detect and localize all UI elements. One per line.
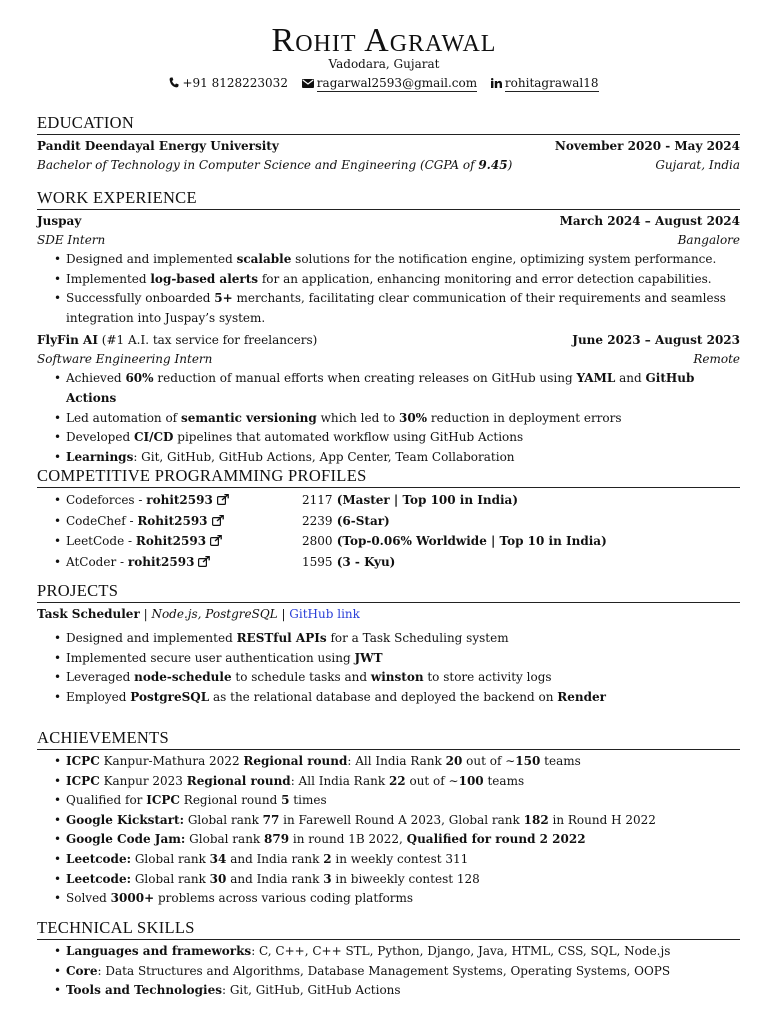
- achievements-section: [37, 728, 740, 909]
- job-list: [37, 212, 740, 467]
- job-company-wrap: [37, 212, 81, 231]
- text-run: : Git, GitHub, GitHub Actions, App Center, Team Collaboration: [133, 449, 515, 464]
- bold-text: 3: [323, 871, 332, 886]
- section-title: TECHNICAL SKILLS: [37, 918, 740, 940]
- cp-profile-item: [66, 553, 740, 574]
- bold-text: node-schedule: [134, 670, 232, 685]
- text-run: in weekly contest 311: [331, 851, 469, 866]
- cp-profile-item: [66, 512, 740, 533]
- education-dates: November 2020 - May 2024: [554, 139, 740, 153]
- project-separator-2: |: [277, 607, 290, 621]
- section-title: COMPETITIVE PROGRAMMING PROFILES: [37, 466, 740, 488]
- text-run: in Farewell Round A 2023, Global rank: [279, 812, 524, 827]
- achievement-item: [66, 870, 740, 890]
- bold-text: Leetcode:: [66, 851, 132, 866]
- bold-text: Tools and Technologies: [66, 983, 222, 998]
- bold-text: RESTful APIs: [236, 631, 327, 645]
- cp-rating-cell: [302, 512, 390, 533]
- bold-text: 34: [209, 851, 227, 866]
- text-run: Implemented secure user authentication using: [66, 650, 355, 665]
- cp-rating-cell: [302, 532, 607, 553]
- cp-handle-link[interactable]: Rohit2593: [135, 534, 207, 549]
- text-run: as the relational database and deployed the backend on: [209, 689, 558, 704]
- text-run: in round 1B 2022,: [289, 832, 407, 847]
- education-header-row: [37, 137, 740, 156]
- candidate-location: Vadodara, Gujarat: [328, 57, 440, 71]
- degree: [37, 156, 512, 175]
- school-name: Pandit Deendayal Energy University: [37, 139, 279, 153]
- skills-section: [37, 918, 740, 1001]
- job-header-row: [37, 212, 740, 231]
- bold-text: 20: [445, 754, 463, 768]
- projects-section: [37, 581, 740, 707]
- job-role-row: [37, 350, 740, 369]
- job-bullet: [66, 448, 740, 468]
- education-detail-row: [37, 156, 740, 175]
- skill-item: [66, 962, 740, 982]
- achievement-item: [66, 772, 740, 792]
- text-run: Kanpur 2023: [99, 773, 187, 788]
- bold-text: 77: [262, 812, 280, 827]
- cp-rating: 2239: [302, 513, 333, 528]
- bold-text: 2: [323, 851, 332, 866]
- cp-rating: 1595: [302, 554, 333, 569]
- cp-profile-row: [66, 491, 740, 512]
- text-run: times: [289, 793, 327, 808]
- cp-site: LeetCode -: [66, 534, 136, 549]
- bold-text: Render: [557, 689, 606, 704]
- external-link-icon[interactable]: [210, 533, 222, 553]
- section-title: ACHIEVEMENTS: [37, 728, 740, 750]
- skill-item: [66, 981, 740, 1001]
- text-run: : Data Structures and Algorithms, Database Management Systems, Operating Systems, OOPS: [97, 963, 671, 978]
- external-link-icon[interactable]: [212, 513, 224, 533]
- bold-text: Regional round: [186, 773, 291, 788]
- text-run: Implemented: [66, 271, 151, 286]
- degree-text: Bachelor of Technology in Computer Science and Engineering (CGPA of: [37, 158, 479, 172]
- project-bullet: [66, 688, 740, 708]
- external-link-icon[interactable]: [217, 492, 229, 512]
- bold-text: PostgreSQL: [130, 689, 210, 704]
- cp-detail: [333, 534, 607, 548]
- achievement-list: [37, 752, 740, 909]
- cp-site: Codeforces -: [66, 493, 147, 507]
- text-run: : C, C++, C++ STL, Python, Django, Java, HTML, CSS, SQL, Node.js: [251, 944, 671, 958]
- job-place: Bangalore: [677, 233, 740, 247]
- text-run: which led to: [316, 410, 399, 425]
- text-run: teams: [483, 773, 525, 788]
- bold-text: YAML: [576, 371, 616, 386]
- bold-text: Learnings: [66, 449, 134, 464]
- bold-text: 5+: [214, 291, 233, 306]
- job-bullet: [66, 409, 740, 429]
- linkedin-contact[interactable]: [491, 76, 599, 90]
- text-run: Solved: [66, 891, 111, 906]
- bold-text: Regional round: [243, 754, 348, 768]
- bold-text: scalable: [236, 252, 292, 266]
- skill-item: [66, 942, 740, 962]
- degree-suffix: ): [507, 158, 513, 172]
- text-run: Led automation of: [66, 410, 181, 425]
- cp-handle-link[interactable]: rohit2593: [127, 554, 195, 569]
- job-bullets: [37, 369, 740, 467]
- job-bullet: [66, 250, 740, 270]
- text-run: reduction of manual efforts when creating releases on GitHub using: [153, 371, 577, 386]
- text-run: to schedule tasks and: [231, 670, 371, 685]
- text-run: and India rank: [226, 851, 324, 866]
- section-title: WORK EXPERIENCE: [37, 188, 740, 210]
- bold-text: 60%: [125, 371, 154, 386]
- cp-site: CodeChef -: [66, 513, 138, 528]
- education-section: [37, 113, 740, 175]
- bold-text: 879: [264, 832, 290, 847]
- cp-handle-link[interactable]: Rohit2593: [137, 513, 208, 528]
- phone-icon: [169, 77, 179, 88]
- project-header: [37, 605, 740, 624]
- text-run: teams: [540, 754, 581, 768]
- cp-detail: [333, 493, 518, 507]
- text-run: Global rank: [185, 832, 265, 847]
- text-run: in Round H 2022: [548, 812, 656, 827]
- bold-text: 5: [281, 793, 290, 808]
- email-contact[interactable]: [302, 76, 477, 90]
- bold-text: ICPC: [146, 793, 180, 808]
- candidate-name: Rohit Agrawal: [271, 22, 497, 59]
- cp-profile-row: [66, 512, 740, 533]
- cp-section: [37, 466, 740, 573]
- bold-text: (Top-0.06% Worldwide | Top 10 in India): [332, 534, 607, 549]
- text-run: Designed and implemented: [66, 631, 237, 645]
- text-run: Leveraged: [66, 670, 135, 685]
- bold-text: JWT: [354, 650, 383, 665]
- job-bullets: [37, 250, 740, 328]
- text-run: problems across various coding platforms: [154, 891, 414, 906]
- envelope-icon: [302, 79, 314, 88]
- job-role-row: [37, 231, 740, 250]
- work-section: [37, 188, 740, 467]
- cp-detail: [333, 514, 390, 528]
- bold-text: 30: [209, 871, 227, 886]
- project-bullets: [37, 629, 740, 707]
- text-run: for a Task Scheduling system: [326, 631, 509, 645]
- text-run: reduction in deployment errors: [427, 410, 622, 425]
- cp-handle-link[interactable]: rohit2593: [146, 493, 213, 507]
- achievement-item: [66, 752, 740, 772]
- cp-rating: 2800: [302, 534, 333, 549]
- project-bullet: [66, 629, 740, 649]
- bold-text: CI/CD: [133, 430, 174, 445]
- bold-text: (3 - Kyu): [332, 554, 396, 569]
- text-run: Successfully onboarded: [66, 291, 215, 306]
- contact-bar: [0, 76, 768, 90]
- bold-text: 150: [515, 754, 541, 768]
- job-dates: June 2023 – August 2023: [572, 333, 740, 348]
- bold-text: Core: [66, 963, 98, 978]
- github-link[interactable]: GitHub link: [289, 607, 360, 621]
- external-link-icon[interactable]: [198, 554, 210, 574]
- job-bullet: [66, 289, 740, 328]
- text-run: Achieved: [66, 371, 126, 386]
- linkedin-link[interactable]: rohitagrawal18: [504, 76, 599, 90]
- cp-detail: [333, 555, 396, 569]
- achievement-item: [66, 850, 740, 870]
- bold-text: 100: [458, 773, 484, 788]
- job-entry: [37, 212, 740, 328]
- company-name: Juspay: [37, 214, 82, 228]
- company-note: (#1 A.I. tax service for freelancers): [97, 333, 318, 348]
- text-run: Qualified for: [66, 793, 147, 808]
- project-separator: |: [139, 607, 152, 621]
- text-run: : All India Rank: [290, 773, 389, 788]
- bold-text: semantic versioning: [180, 410, 317, 425]
- text-run: out of ∼: [405, 773, 459, 788]
- text-run: Regional round: [179, 793, 282, 808]
- job-header-row: [37, 331, 740, 350]
- text-run: Designed and implemented: [66, 252, 237, 266]
- company-name: FlyFin AI: [37, 333, 98, 348]
- job-dates: March 2024 – August 2024: [559, 214, 740, 228]
- bold-text: log-based alerts: [150, 271, 259, 286]
- text-run: for an application, enhancing monitoring and error detection capabilities.: [258, 271, 712, 286]
- text-run: and India rank: [226, 871, 324, 886]
- text-run: merchants, facilitating clear communication of their requirements and seamless integration into Juspay’s system.: [66, 291, 726, 325]
- job-bullet: [66, 369, 740, 408]
- skill-list: [37, 942, 740, 1001]
- text-run: out of ∼: [462, 754, 516, 768]
- linkedin-icon: [491, 78, 502, 88]
- project-stack: Node.js, PostgreSQL: [151, 607, 278, 621]
- cgpa-value: 9.45: [478, 158, 508, 172]
- cp-rating-cell: [302, 553, 395, 574]
- bold-text: Leetcode:: [66, 871, 132, 886]
- cp-handle-cell: [66, 553, 302, 574]
- text-run: Employed: [66, 689, 131, 704]
- job-role: Software Engineering Intern: [37, 352, 213, 367]
- bold-text: Qualified for round 2 2022: [406, 832, 586, 847]
- bold-text: ICPC: [66, 773, 100, 788]
- bold-text: 22: [388, 773, 406, 788]
- phone-number: +91 8128223032: [182, 76, 288, 90]
- section-title: EDUCATION: [37, 113, 740, 135]
- text-run: to store activity logs: [423, 670, 552, 685]
- job-place: Remote: [693, 352, 740, 367]
- bold-text: 30%: [398, 410, 428, 425]
- project-bullet: [66, 649, 740, 669]
- job-entry: [37, 331, 740, 467]
- bold-text: Google Kickstart:: [66, 812, 184, 827]
- job-bullet: [66, 428, 740, 448]
- achievement-item: [66, 889, 740, 909]
- email-link[interactable]: ragarwal2593@gmail.com: [316, 76, 478, 90]
- text-run: Kanpur-Mathura 2022: [99, 754, 244, 768]
- text-run: Global rank: [131, 871, 210, 886]
- cp-profile-item: [66, 491, 740, 512]
- cp-handle-cell: [66, 491, 302, 512]
- education-place: Gujarat, India: [655, 158, 740, 172]
- bold-text: Google Code Jam:: [66, 832, 186, 847]
- project-name: Task Scheduler: [37, 607, 140, 621]
- bold-text: (6-Star): [332, 513, 390, 528]
- bold-text: Languages and frameworks: [66, 944, 252, 958]
- text-run: Global rank: [131, 851, 210, 866]
- cp-profile-row: [66, 532, 740, 553]
- cp-site: AtCoder -: [66, 554, 128, 569]
- text-run: solutions for the notification engine, optimizing system performance.: [291, 252, 717, 266]
- achievement-item: [66, 830, 740, 850]
- text-run: pipelines that automated workflow using GitHub Actions: [173, 430, 524, 445]
- project-bullet: [66, 668, 740, 688]
- job-role: SDE Intern: [37, 233, 106, 247]
- bold-text: winston: [370, 670, 424, 685]
- job-bullet: [66, 270, 740, 290]
- text-run: : Git, GitHub, GitHub Actions: [221, 983, 401, 998]
- job-company-wrap: [37, 331, 317, 350]
- achievement-item: [66, 791, 740, 811]
- bold-text: 182: [523, 812, 549, 827]
- cp-rating-cell: [302, 491, 518, 512]
- cp-profile-item: [66, 532, 740, 553]
- bold-text: GitHub Actions: [66, 371, 695, 405]
- text-run: : All India Rank: [347, 754, 446, 768]
- achievement-item: [66, 811, 740, 831]
- cp-handle-cell: [66, 512, 302, 533]
- bold-text: (Master | Top 100 in India): [332, 493, 518, 507]
- text-run: and: [615, 371, 646, 386]
- text-run: in biweekly contest 128: [331, 871, 480, 886]
- phone-contact[interactable]: [169, 76, 288, 90]
- bold-text: ICPC: [66, 754, 100, 768]
- text-run: Developed: [66, 430, 134, 445]
- cp-profile-row: [66, 553, 740, 574]
- text-run: Global rank: [184, 812, 263, 827]
- bold-text: 3000+: [110, 891, 155, 906]
- cp-profile-list: [37, 491, 740, 573]
- cp-rating: 2117: [302, 493, 333, 507]
- cp-handle-cell: [66, 532, 302, 553]
- section-title: PROJECTS: [37, 581, 740, 603]
